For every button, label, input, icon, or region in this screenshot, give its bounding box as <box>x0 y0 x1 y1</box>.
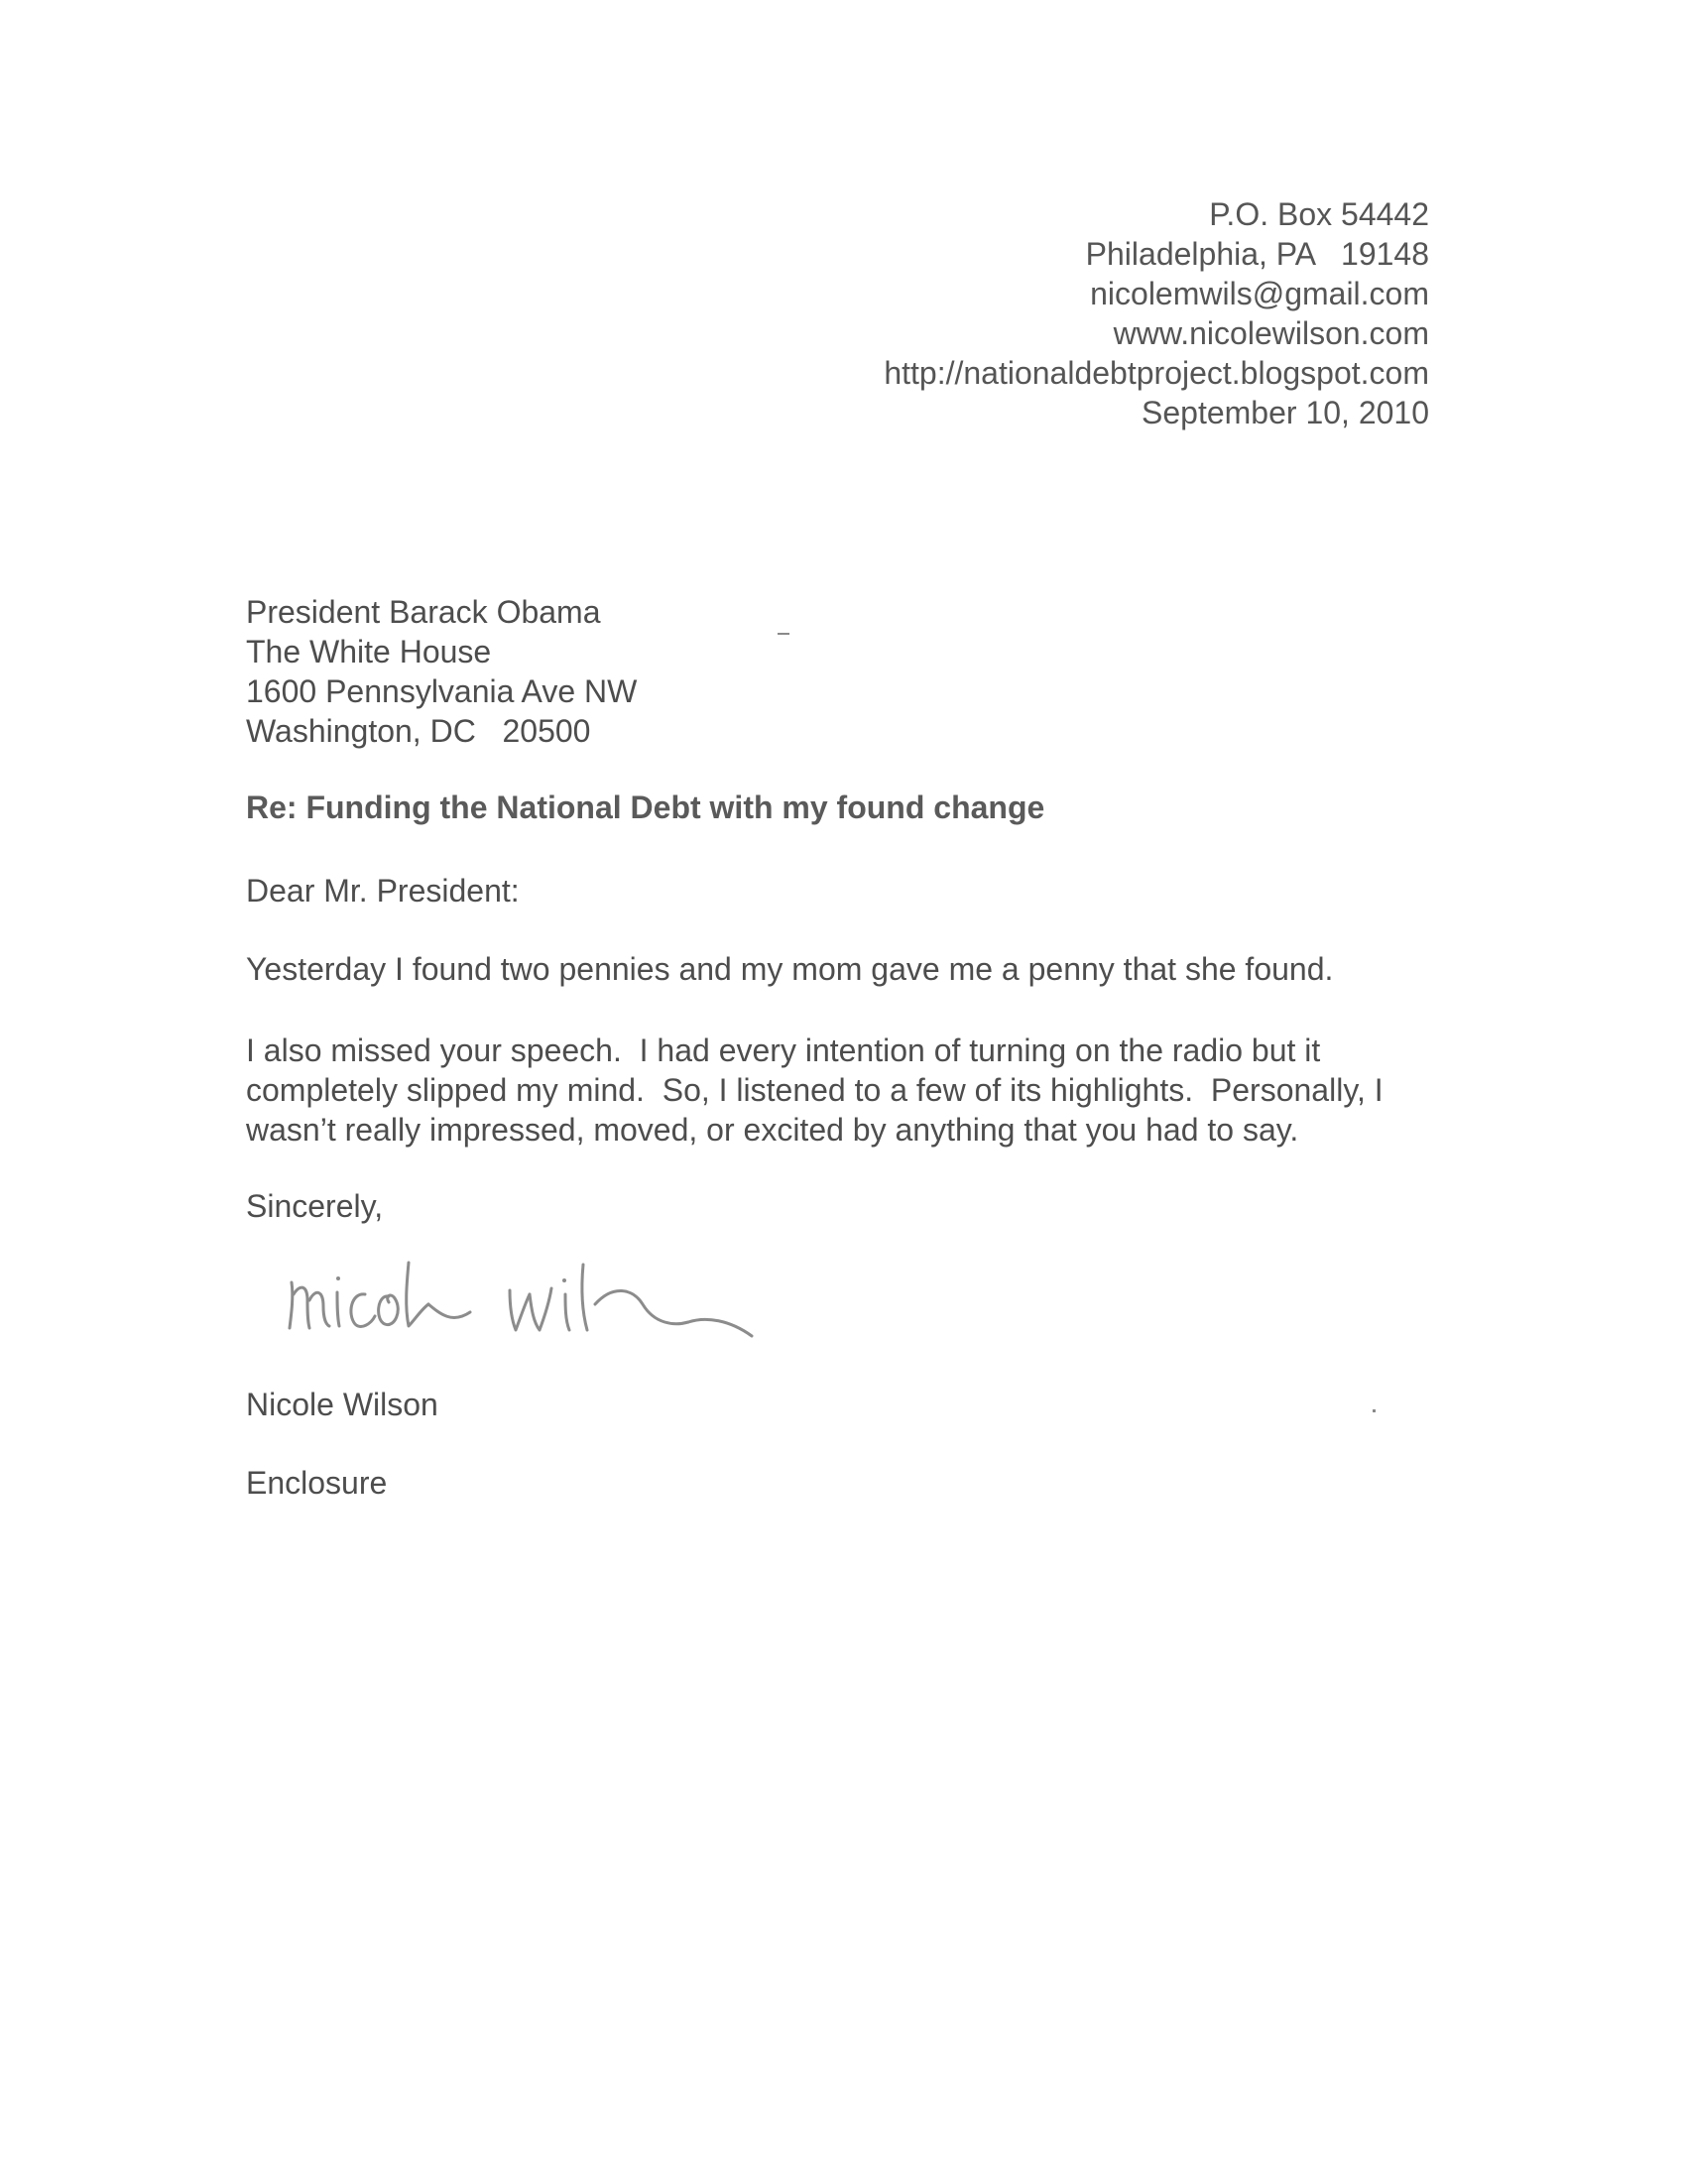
recipient-city-state-zip: Washington, DC 20500 <box>246 713 591 749</box>
body-paragraph-2-line: completely slipped my mind. So, I listened to a few of its highlights. Personally, I <box>246 1072 1384 1108</box>
sender-address-block <box>884 194 1429 432</box>
recipient-street: 1600 Pennsylvania Ave NW <box>246 673 638 709</box>
sender-city-state-zip: Philadelphia, PA 19148 <box>1085 236 1429 272</box>
salutation: Dear Mr. President: <box>246 873 520 909</box>
closing: Sincerely, <box>246 1188 384 1224</box>
body-paragraph-2-line: wasn’t really impressed, moved, or excited by anything that you had to say. <box>246 1112 1299 1148</box>
body-paragraph-1: Yesterday I found two pennies and my mom gave me a penny that she found. <box>246 951 1334 987</box>
signer-name: Nicole Wilson <box>246 1387 438 1422</box>
recipient-address-block <box>246 592 637 751</box>
enclosure-notation: Enclosure <box>246 1465 388 1501</box>
recipient-organization: The White House <box>246 634 492 669</box>
sender-email: nicolemwils@gmail.com <box>1090 276 1429 311</box>
scan-speck <box>778 633 789 635</box>
sender-po-box: P.O. Box 54442 <box>1209 196 1429 232</box>
body-paragraph-2 <box>246 1031 1436 1150</box>
sender-website: www.nicolewilson.com <box>1113 315 1429 351</box>
subject-line: Re: Funding the National Debt with my found change <box>246 789 1045 825</box>
recipient-name: President Barack Obama <box>246 594 601 630</box>
body-paragraph-2-line: I also missed your speech. I had every intention of turning on the radio but it <box>246 1032 1321 1068</box>
scan-speck <box>1373 1409 1376 1412</box>
sender-blog-url: http://nationaldebtproject.blogspot.com <box>884 355 1429 391</box>
handwritten-signature <box>286 1245 772 1354</box>
letter-date: September 10, 2010 <box>1142 395 1429 430</box>
